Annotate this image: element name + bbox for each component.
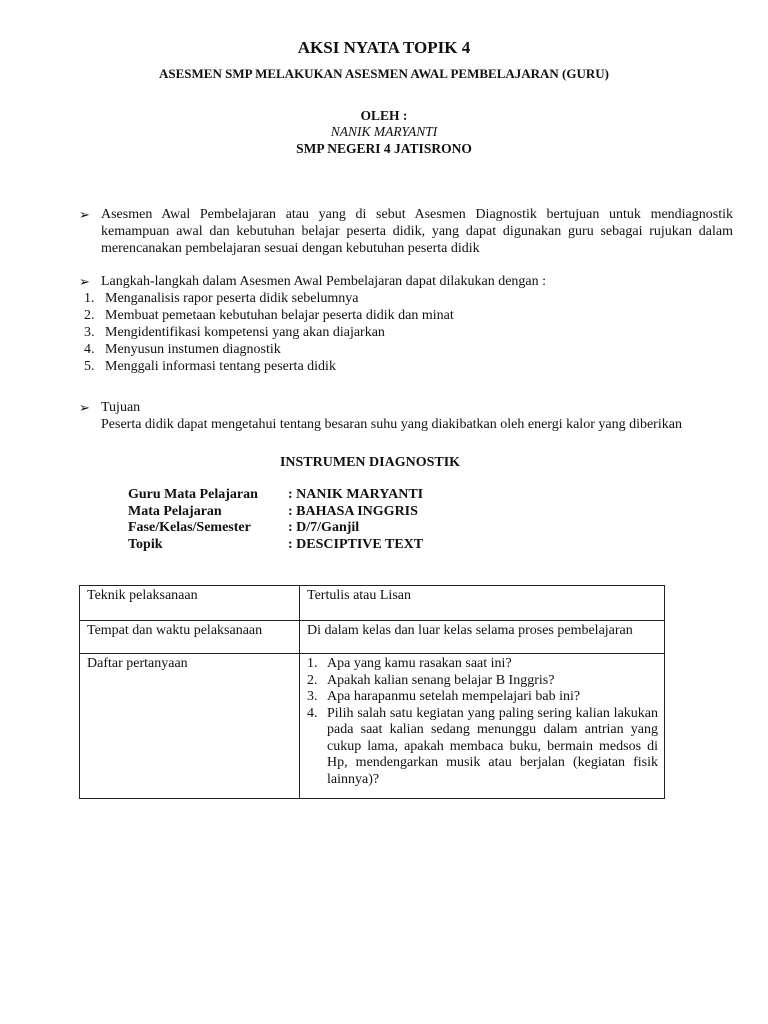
question-text: Apa harapanmu setelah mempelajari bab ini? [327, 689, 581, 704]
questions-cell [300, 654, 665, 799]
author-name: NANIK MARYANTI [330, 124, 438, 139]
step-text: Mengidentifikasi kompetensi yang akan diajarkan [105, 325, 385, 340]
info-key: Fase/Kelas/Semester [128, 520, 251, 535]
instrumen-title: INSTRUMEN DIAGNOSTIK [279, 455, 461, 470]
steps-heading: Langkah-langkah dalam Asesmen Awal Pembelajaran dapat dilakukan dengan : [101, 274, 547, 289]
oleh-label: OLEH : [360, 108, 408, 123]
questions-list [307, 656, 658, 788]
table-value-cell: Tertulis atau Lisan [300, 586, 665, 621]
intro-paragraph: Asesmen Awal Pembelajaran atau yang di sebut Asesmen Diagnostik bertujuan untuk mendiagnostik kemampuan awal dan kebutuhan belajar peserta didik, yang dapat digunakan guru sebagai rujukan dalam merencanakan pembelajaran sesuai dengan kebutuhan peserta didik [101, 207, 733, 256]
tujuan-bullet [79, 399, 733, 433]
question-number: 1. [307, 656, 318, 671]
table-row [80, 586, 665, 621]
list-item [79, 341, 733, 358]
intro-bullet [79, 206, 733, 257]
table-label-cell: Daftar pertanyaan [80, 654, 300, 799]
info-value: : DESCIPTIVE TEXT [288, 536, 424, 552]
table-value-cell: Di dalam kelas dan luar kelas selama proses pembelajaran [300, 621, 665, 654]
school-name: SMP NEGERI 4 JATISRONO [296, 141, 472, 156]
step-number: 2. [84, 308, 95, 323]
table-label-cell: Tempat dan waktu pelaksanaan [80, 621, 300, 654]
step-text: Menganalisis rapor peserta didik sebelumnya [105, 291, 359, 306]
instrumen-info [128, 487, 423, 553]
question-number: 3. [307, 689, 318, 704]
info-row [128, 487, 423, 504]
list-item [79, 324, 733, 341]
steps-list [79, 290, 733, 375]
question-item [307, 656, 658, 673]
step-number: 3. [84, 325, 95, 340]
info-key: Guru Mata Pelajaran [128, 487, 258, 502]
question-item [307, 673, 658, 690]
list-item [79, 358, 733, 375]
question-text: Pilih salah satu kegiatan yang paling sering kalian lakukan pada saat kalian sedang menunggu dalam antrian yang cukup lama, apakah membaca buku, bermain medsos di Hp, mendengarkan musik atau berjalan (kegiatan fisik lainnya)? [327, 705, 658, 787]
step-text: Menggali informasi tentang peserta didik [105, 359, 336, 374]
question-item [307, 689, 658, 706]
question-text: Apakah kalian senang belajar B Inggris? [327, 672, 555, 688]
step-text: Membuat pemetaan kebutuhan belajar peserta didik dan minat [105, 308, 454, 323]
tujuan-heading: Tujuan [101, 400, 141, 415]
steps-bullet [79, 273, 733, 375]
table-row [80, 621, 665, 654]
step-text: Menyusun instumen diagnostik [105, 342, 281, 357]
table-label-cell: Teknik pelaksanaan [80, 586, 300, 621]
document-title: AKSI NYATA TOPIK 4 [297, 38, 471, 57]
question-number: 4. [307, 705, 318, 721]
question-number: 2. [307, 672, 318, 688]
question-text: Apa yang kamu rasakan saat ini? [327, 656, 512, 671]
info-key: Topik [128, 536, 163, 552]
document-subtitle: ASESMEN SMP MELAKUKAN ASESMEN AWAL PEMBELAJARAN (GURU) [159, 66, 609, 81]
step-number: 4. [84, 342, 95, 357]
info-value: : NANIK MARYANTI [288, 487, 424, 502]
step-number: 5. [84, 359, 95, 374]
list-item [79, 307, 733, 324]
list-item [79, 290, 733, 307]
tujuan-text: Peserta didik dapat mengetahui tentang besaran suhu yang diakibatkan oleh energi kalor yang diberikan [101, 417, 682, 432]
arrow-bullet-icon: ➢ [79, 274, 90, 289]
info-value: : D/7/Ganjil [288, 520, 360, 535]
info-row [128, 504, 423, 521]
step-number: 1. [84, 291, 95, 306]
arrow-bullet-icon: ➢ [79, 400, 90, 415]
question-item [307, 706, 658, 789]
instrumen-table [79, 585, 665, 799]
info-row [128, 520, 423, 537]
arrow-bullet-icon: ➢ [79, 207, 90, 222]
info-value: : BAHASA INGGRIS [288, 503, 418, 519]
table-row [80, 654, 665, 799]
info-key: Mata Pelajaran [128, 503, 222, 519]
info-row [128, 537, 423, 554]
